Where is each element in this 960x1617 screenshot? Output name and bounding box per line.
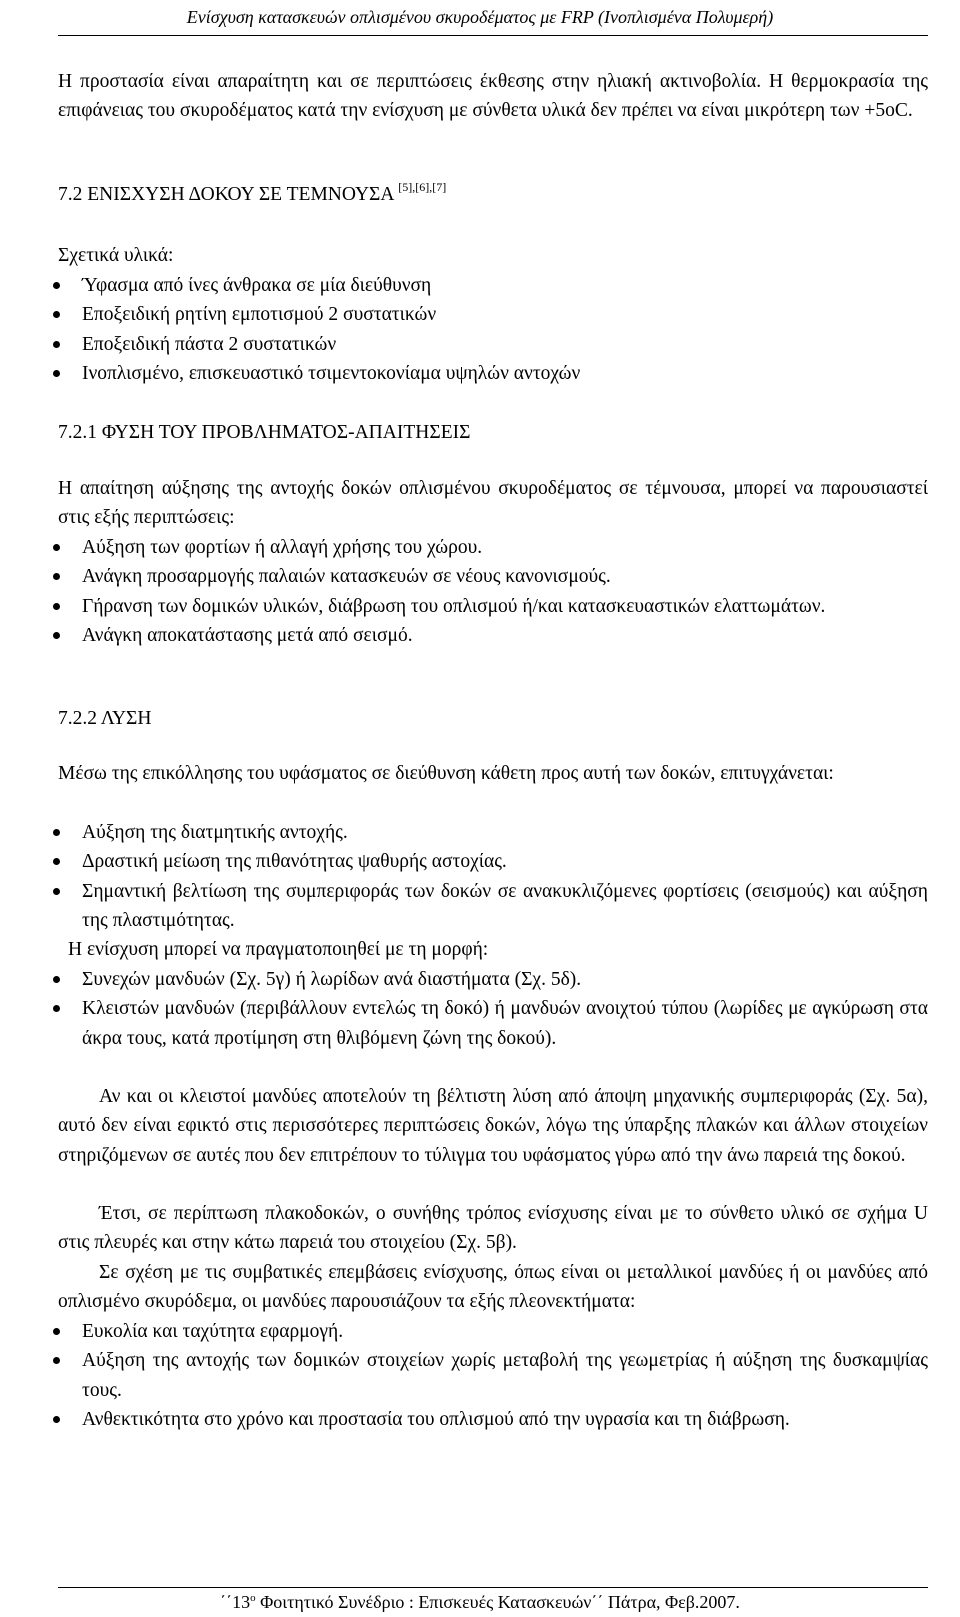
header-divider [58,35,928,36]
bullet-icon [53,573,60,580]
list-item: Αύξηση των φορτίων ή αλλαγή χρήσης του χώρου. [58,533,928,562]
list-item: Αύξηση της αντοχής των δομικών στοιχείων χωρίς μεταβολή της γεωμετρίας ή αύξηση της δυσκαμψίας τους. [58,1346,928,1405]
bullet-icon [53,976,60,983]
list-item: Γήρανση των δομικών υλικών, διάβρωση του οπλισμού ή/και κατασκευαστικών ελαττωμάτων. [58,592,928,621]
bullet-icon [53,282,60,289]
bullet-icon [53,1328,60,1335]
paragraph-u-shape: Έτσι, σε περίπτωση πλακοδοκών, ο συνήθης τρόπος ενίσχυσης είναι με το σύνθετο υλικό σε σχήμα U στις πλευρές και στην κάτω παρειά του στοιχείου (Σχ. 5β). [58,1203,928,1254]
bullet-icon [53,1357,60,1364]
bullet-icon [53,888,60,895]
section-7-2-1-paragraph: Η απαίτηση αύξησης της αντοχής δοκών οπλισμένου σκυροδέματος σε τέμνουσα, μπορεί να παρουσιαστεί στις εξής περιπτώσεις: [58,478,928,529]
section-7-2-title: 7.2 ΕΝΙΣΧΥΣΗ ΔΟΚΟΥ ΣΕ ΤΕΜΝΟΥΣΑ [58,184,394,205]
list-item: Δραστική μείωση της πιθανότητας ψαθυρής αστοχίας. [58,847,928,876]
bullet-icon [53,341,60,348]
bullet-icon [53,858,60,865]
list-item: Κλειστών μανδυών (περιβάλλουν εντελώς τη δοκό) ή μανδυών ανοιχτού τύπου (λωρίδες με αγκύρωση στα άκρα τους, κατά προτίμηση στη θλιβόμενη ζώνη της δοκού). [58,994,928,1053]
list-item: Ανάγκη αποκατάστασης μετά από σεισμό. [58,621,928,650]
bullet-icon [53,370,60,377]
list-item: Ευκολία και ταχύτητα εφαρμογή. [58,1317,928,1346]
list-item: Αύξηση της διατμητικής αντοχής. [58,818,928,847]
list-item: Σημαντική βελτίωση της συμπεριφοράς των δοκών σε ανακυκλιζόμενες φορτίσεις (σεισμούς) και αύξηση της πλαστιμότητας. [58,877,928,936]
bullet-icon [53,1416,60,1423]
forms-label: Η ενίσχυση μπορεί να πραγματοποιηθεί με τη μορφή: [68,939,489,960]
list-item: Εποξειδική ρητίνη εμποτισμού 2 συστατικών [58,300,928,329]
section-7-2-2-heading: 7.2.2 ΛΥΣΗ [58,708,152,729]
list-item: Ανθεκτικότητα στο χρόνο και προστασία του οπλισμού από την υγρασία και τη διάβρωση. [58,1405,928,1434]
list-item: Συνεχών μανδυών (Σχ. 5γ) ή λωρίδων ανά διαστήματα (Σχ. 5δ). [58,965,928,994]
paragraph-closed-jackets: Αν και οι κλειστοί μανδύες αποτελούν τη βέλτιστη λύση από άποψη μηχανικής συμπεριφοράς (Σχ. 5α), αυτό δεν είναι εφικτό στις περισσότερες περιπτώσεις δοκών, λόγω της ύπαρξης πλακών και άλλων στοιχείων στηριζόμενων σε αυτές που δεν επιτρέπουν το τύλιγμα του υφάσματος γύρω από την άνω παρειά της δοκού. [58,1086,928,1166]
running-footer: $΄΄13^o$ Φοιτητικό Συνέδριο : Επισκευές Κατασκευών΄΄ Πάτρα, Φεβ.2007. [220,1592,740,1612]
section-7-2-refs: [5],[6],[7] [398,180,447,194]
intro-paragraph: Η προστασία είναι απαραίτητη και σε περιπτώσεις έκθεσης στην ηλιακή ακτινοβολία. Η θερμοκρασία της επιφάνειας του σκυροδέματος κατά την ενίσχυση με σύνθετα υλικά δεν πρέπει να είναι μικρότερη των +5oC. [58,71,928,122]
list-item: Ανάγκη προσαρμογής παλαιών κατασκευών σε νέους κανονισμούς. [58,562,928,591]
paragraph-advantages-intro: Σε σχέση με τις συμβατικές επεμβάσεις ενίσχυσης, όπως είναι οι μεταλλικοί μανδύες ή οι μανδύες από οπλισμένο σκυρόδεμα, οι μανδύες παρουσιάζουν τα εξής πλεονεκτήματα: [58,1262,928,1313]
section-7-2-heading [58,180,928,209]
list-item: Ύφασμα από ίνες άνθρακα σε μία διεύθυνση [58,271,928,300]
materials-label: Σχετικά υλικά: [58,245,174,266]
list-item: Εποξειδική πάστα 2 συστατικών [58,330,928,359]
materials-list [58,271,928,389]
bullet-icon [53,544,60,551]
forms-list [58,965,928,1053]
list-item: Ινοπλισμένο, επισκευαστικό τσιμεντοκονίαμα υψηλών αντοχών [58,359,928,388]
bullet-icon [53,632,60,639]
running-header: Ενίσχυση κατασκευών οπλισμένου σκυροδέματος με FRP (Ινοπλισμένα Πολυμερή) [186,7,774,27]
bullet-icon [53,603,60,610]
bullet-icon [53,829,60,836]
cases-list [58,533,928,651]
bullet-icon [53,1005,60,1012]
benefits-list [58,818,928,936]
bullet-icon [53,311,60,318]
advantages-list [58,1317,928,1435]
section-7-2-1-heading: 7.2.1 ΦΥΣΗ ΤΟΥ ΠΡΟΒΛΗΜΑΤΟΣ-ΑΠΑΙΤΗΣΕΙΣ [58,422,471,443]
section-7-2-2-paragraph: Μέσω της επικόλλησης του υφάσματος σε διεύθυνση κάθετη προς αυτή των δοκών, επιτυγχάνεται: [58,763,834,784]
